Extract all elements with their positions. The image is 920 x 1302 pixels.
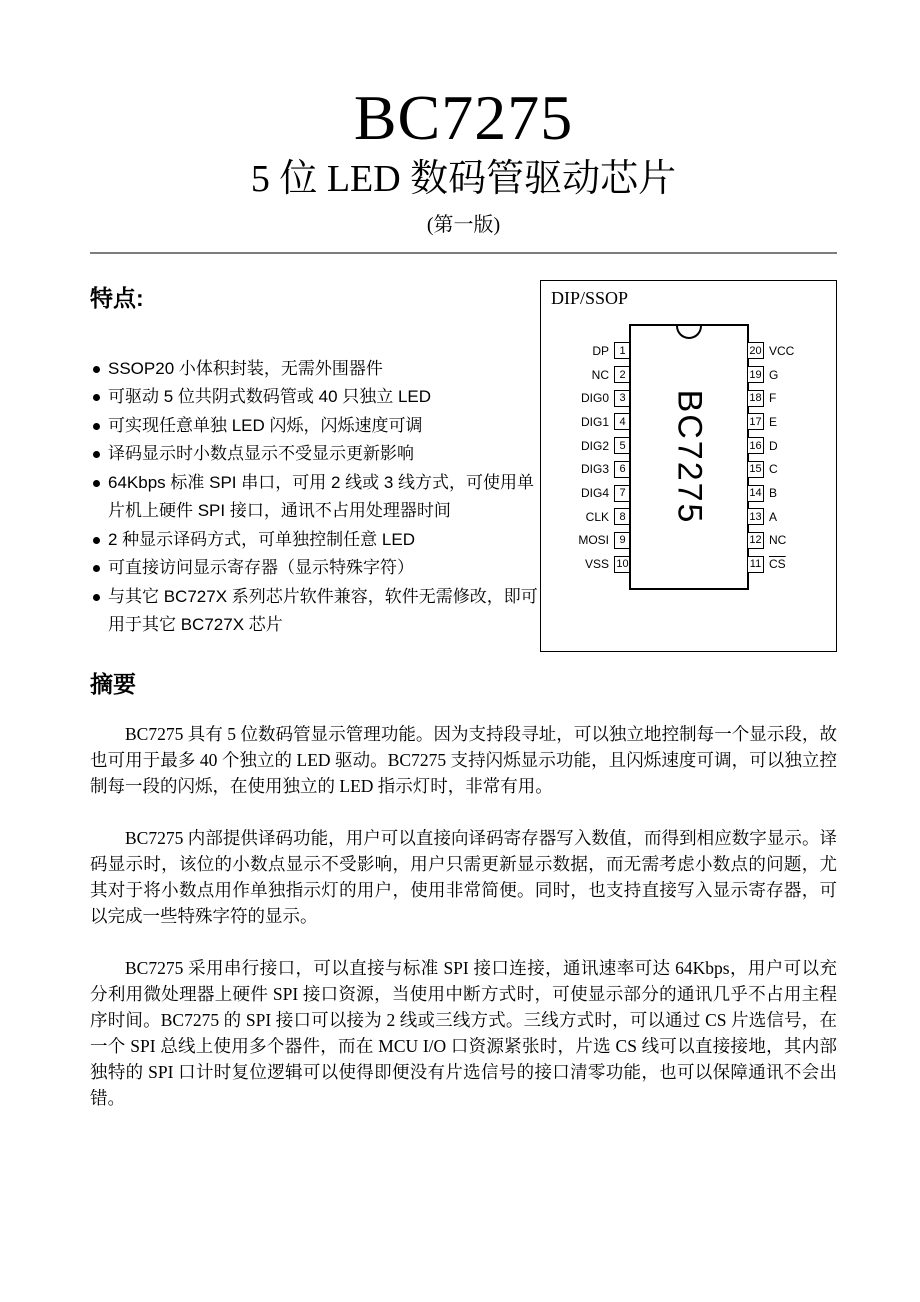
pin-number: 13 [747,508,764,525]
pin-number: 4 [614,413,631,430]
pin-row [541,555,631,573]
pin-number: 15 [747,461,764,478]
pin-number: 19 [747,366,764,383]
pin-row [541,484,631,502]
pin-row [747,437,838,455]
pin-row [747,508,838,526]
pin-row [747,389,838,407]
pin-row [541,413,631,431]
feature-item: SSOP20 小体积封装，无需外围器件 [90,355,540,384]
pin-number: 17 [747,413,764,430]
pin-name: DIG2 [580,438,609,453]
pin-name: DIG1 [580,414,609,429]
chip-body [629,324,749,590]
pin-row [541,342,631,360]
pin-row [541,531,631,549]
pin-row [541,437,631,455]
pin-number: 3 [614,390,631,407]
pin-name: VCC [769,343,795,358]
left-pins [541,342,631,579]
doc-subtitle: 5 位 LED 数码管驱动芯片 [250,158,677,200]
header-rule [90,252,837,254]
feature-item: 2 种显示译码方式，可单独控制任意 LED [90,526,540,555]
feature-item: 可实现任意单独 LED 闪烁，闪烁速度可调 [90,412,540,441]
pin-name: NC [769,533,787,548]
pin-name: DIG4 [580,486,609,501]
pin-name-active-low: $\overline{CS}$ [769,557,786,572]
features-section [90,280,540,640]
pin-row [747,342,838,360]
pin-row [541,460,631,478]
pin-number: 9 [614,532,631,549]
abstract-heading: 摘要 [90,670,136,697]
pin-number: 11 [747,556,764,573]
package-diagram [540,280,837,652]
pin-row [541,508,631,526]
pin-name: VSS [584,557,609,572]
pin-name: MOSI [578,533,609,548]
pin-name: A [769,509,778,524]
pin-number: 14 [747,485,764,502]
pin-name: CLK [585,509,609,524]
pin-row [747,531,838,549]
pin-name: C [769,462,778,477]
pin-row [747,555,838,573]
pin-row [747,366,838,384]
pin-number: 18 [747,390,764,407]
feature-item: 译码显示时小数点显示不受显示更新影响 [90,440,540,469]
pin-name: DIG3 [580,462,609,477]
pin-number: 2 [614,366,631,383]
pin-row [541,389,631,407]
features-and-package [90,280,837,652]
doc-edition: (第一版) [426,213,501,236]
package-label: DIP/SSOP [551,287,629,308]
pin-number: 1 [614,342,631,359]
chip-name-label: BC7275 [670,389,709,525]
feature-item: 与其它 BC727X 系列芯片软件兼容，软件无需修改，即可用于其它 BC727X 芯片 [90,583,540,640]
pin-row [747,484,838,502]
feature-item: 64Kbps 标准 SPI 串口，可用 2 线或 3 线方式，可使用单片机上硬件 SPI 接口，通讯不占用处理器时间 [90,469,540,526]
pin-number: 5 [614,437,631,454]
pin-name: NC [591,367,609,382]
pin-row [541,366,631,384]
pin-number: 20 [747,342,764,359]
pin-name: E [769,414,778,429]
chip-notch-icon [676,326,702,339]
pin-name: DIG0 [580,391,609,406]
pin-name: F [769,391,777,406]
pin-number: 10 [614,556,631,573]
pin-number: 6 [614,461,631,478]
pin-row [747,413,838,431]
pin-name: G [769,367,779,382]
pin-name: B [769,486,778,501]
feature-item: 可直接访问显示寄存器（显示特殊字符） [90,554,540,583]
pin-number: 16 [747,437,764,454]
doc-header [90,82,837,254]
doc-title: BC7275 [353,82,574,153]
feature-item: 可驱动 5 位共阴式数码管或 40 只独立 LED [90,383,540,412]
pin-number: 8 [614,508,631,525]
pin-name: DP [592,343,609,358]
pin-name: D [769,438,778,453]
abstract-section [90,666,837,1111]
pin-number: 7 [614,485,631,502]
features-heading: 特点: [90,284,144,311]
abstract-paragraph: BC7275 内部提供译码功能，用户可以直接向译码寄存器写入数值，而得到相应数字显示。译码显示时，该位的小数点显示不受影响，用户只需更新显示数据，而无需考虑小数点的问题，尤其对于将小数点用作单独指示灯的用户，使用非常简便。同时，也支持直接写入显示寄存器，可以完成一些特殊字符的显示。 [90,827,837,926]
pin-number: 12 [747,532,764,549]
abstract-paragraph: BC7275 具有 5 位数码管显示管理功能。因为支持段寻址，可以独立地控制每一个显示段，故也可用于最多 40 个独立的 LED 驱动。BC7275 支持闪烁显示功能，且闪烁速度可调，可以独立控制每一段的闪烁，在使用独立的 LED 指示灯时，非常有用。 [90,723,837,796]
features-list [90,355,540,640]
abstract-paragraph: BC7275 采用串行接口，可以直接与标准 SPI 接口连接，通讯速率可达 64Kbps，用户可以充分利用微处理器上硬件 SPI 接口资源，当使用中断方式时，可使显示部分的通讯几乎不占用主程序时间。BC7275 的 SPI 接口可以接为 2 线或三线方式。三线方式时，可以通过 CS 片选信号，在一个 SPI 总线上使用多个器件，而在 MCU I/O 口资源紧张时，片选 CS 线可以直接接地，其内部独特的 SPI 口计时复位逻辑可以使得即便没有片选信号的接口清零功能，也可以保障通讯不会出错。 [90,957,837,1108]
right-pins [747,342,838,579]
pin-row [747,460,838,478]
